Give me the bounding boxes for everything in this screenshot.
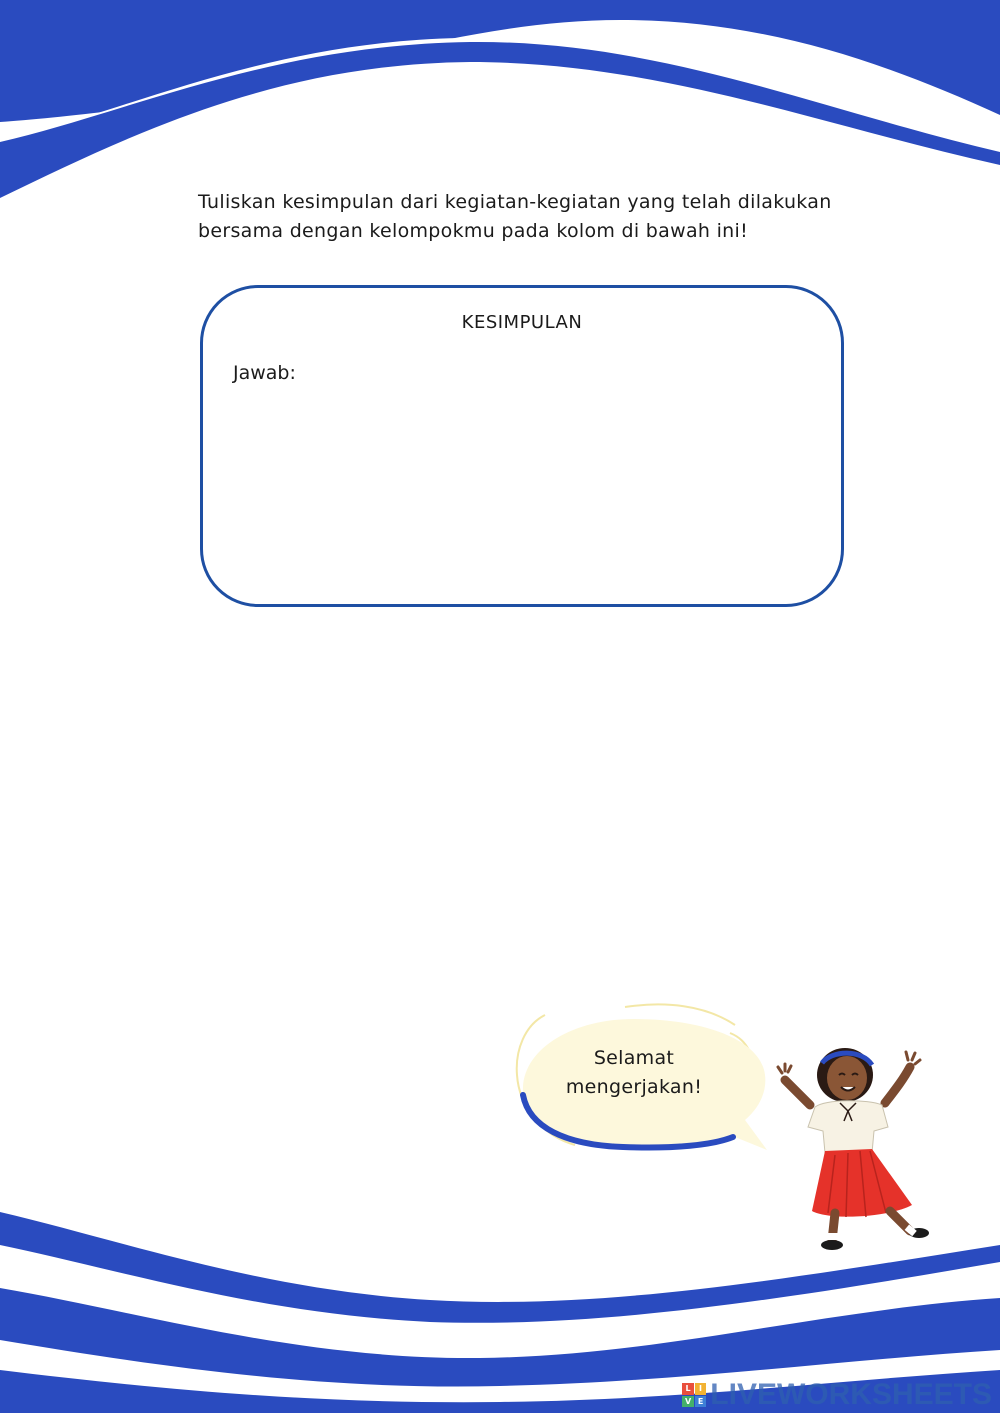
logo-letter-e: E [695, 1396, 707, 1408]
bubble-line-2: mengerjakan! [565, 1076, 703, 1098]
instruction-text: Tuliskan kesimpulan dari kegiatan-kegiatan yang telah dilakukan bersama dengan kelompokmu pada kolom di bawah ini! [198, 191, 832, 242]
bubble-line-1: Selamat [593, 1047, 675, 1069]
logo-letter-i: I [695, 1383, 707, 1395]
liveworksheets-logo-icon [682, 1383, 706, 1407]
logo-letter-v: V [682, 1396, 694, 1408]
answer-label: Jawab: [233, 362, 296, 384]
watermark-text: LIVEWORKSHEETS [710, 1378, 992, 1411]
logo-letter-l: L [682, 1383, 694, 1395]
box-title: KESIMPULAN [461, 312, 583, 333]
conclusion-answer-box[interactable] [200, 285, 844, 607]
speech-bubble-text [525, 1044, 743, 1102]
liveworksheets-watermark [682, 1378, 992, 1412]
top-wave-decoration [0, 0, 1000, 210]
